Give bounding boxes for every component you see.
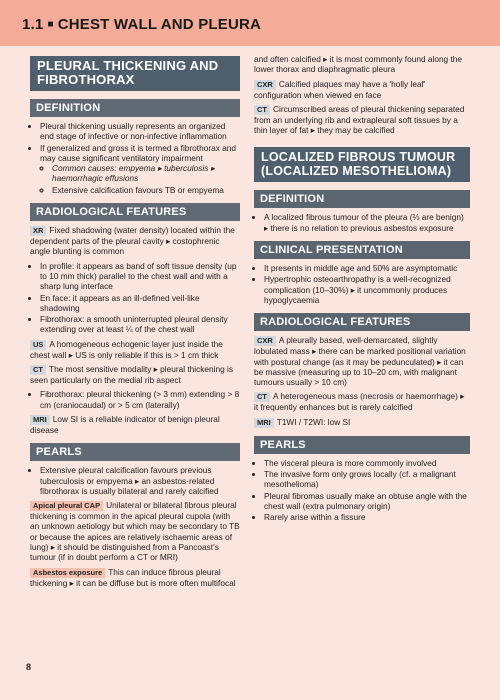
right-column xyxy=(254,54,470,524)
cxr-text: Calcified plaques may have a 'holly leaf' configuration when viewed en face xyxy=(254,78,426,100)
asbestos-tag: Asbestos exposure xyxy=(30,568,105,578)
xr-paragraph xyxy=(30,225,240,257)
left-column xyxy=(30,56,240,588)
asbestos-paragraph xyxy=(30,567,240,588)
apical-cap-text: Unilateral or bilateral fibrous pleural thickening is common in the apical pleural cupola (with an unknown aetiology but which may be secondary to TB or because the apices are relatively ischaemic areas of lung) ▸ it should be distinguished from a Pancoast's tumour (if in doubt perform a CT or MRI) xyxy=(30,500,240,563)
clinical-list xyxy=(254,263,470,305)
cxr-text: A pleurally based, well-demarcated, slightly lobulated mass ▸ there can be marked positional variation with postural change (as it may be pedunculated) ▸ it can be massive (measuring up to 10–20 cm, with malignant tumours usually > 10 cm) xyxy=(254,335,466,388)
square-bullet-icon: ■ xyxy=(47,19,54,30)
definition-heading: DEFINITION xyxy=(254,190,470,208)
page-number: 8 xyxy=(26,662,32,672)
sub-list-item: ◦ Common causes: empyema ▸ tuberculosis ▸ haemorrhagic effusions xyxy=(52,163,240,184)
ct-tag: CT xyxy=(254,392,270,402)
section-number: 1.1 xyxy=(22,16,44,33)
continued-paragraph: and often calcified ▸ it is most commonly found along the lower thorax and diaphragmatic pleura xyxy=(254,54,463,75)
mri-tag: MRI xyxy=(30,415,50,425)
definition-list xyxy=(30,121,240,195)
mri-tag: MRI xyxy=(254,418,274,428)
apical-cap-tag: Apical pleural CAP xyxy=(30,501,103,511)
topic-title: LOCALIZED FIBROUS TUMOUR (LOCALIZED MESOTHELIOMA) xyxy=(254,147,470,182)
cxr-paragraph xyxy=(254,335,470,387)
us-tag: US xyxy=(30,340,46,350)
ct-paragraph xyxy=(30,364,240,385)
clinical-presentation-heading: CLINICAL PRESENTATION xyxy=(254,241,470,259)
sub-list xyxy=(40,163,240,195)
list-item: • Pleural fibromas usually make an obtuse angle with the chest wall (extra pulmonary origin) xyxy=(264,491,470,512)
list-item: • Fibrothorax: a smooth uninterrupted pleural density extending over at least ¼ of the chest wall xyxy=(40,314,240,335)
radiological-features-heading: RADIOLOGICAL FEATURES xyxy=(254,313,470,331)
definition-heading: DEFINITION xyxy=(30,99,240,117)
list-item: • Hypertrophic osteoarthropathy is a well-recognized complication (10–30%) ▸ it uncommonly produces hypoglycaemia xyxy=(264,274,470,305)
ct-tag: CT xyxy=(30,365,46,375)
list-item: • The visceral pleura is more commonly involved xyxy=(264,458,470,468)
cxr-tag: CXR xyxy=(254,80,276,90)
cxr-tag: CXR xyxy=(254,336,276,346)
list-item: • Pleural thickening usually represents an organized end stage of infective or non-infective inflammation xyxy=(40,121,240,142)
ct-paragraph xyxy=(254,391,470,412)
ct-list xyxy=(30,389,240,410)
mri-text: Low SI is a reliable indicator of benign pleural disease xyxy=(30,413,220,435)
xr-list xyxy=(30,261,240,335)
list-item-text: If generalized and gross it is termed a fibrothorax and may cause significant ventilatory impairment xyxy=(40,142,237,163)
definition-list xyxy=(254,212,470,233)
mri-text: T1WI / T2WI: low SI xyxy=(276,416,351,427)
asbestos-text: This can induce fibrous pleural thickening ▸ it can be diffuse but is more often multifocal xyxy=(30,566,236,588)
xr-tag: XR xyxy=(30,226,46,236)
list-item: • Rarely arise within a fissure xyxy=(264,512,470,522)
list-item: • It presents in middle age and 50% are asymptomatic xyxy=(264,263,470,273)
list-item: • Fibrothorax: pleural thickening (> 3 mm) extending > 8 cm (craniocaudal) or > 5 cm (laterally) xyxy=(40,389,240,410)
list-item: • En face: it appears as an ill-defined veil-like shadowing xyxy=(40,293,240,314)
us-text: A homogeneous echogenic layer just inside the chest wall ▸ US is only reliable if this is > 1 cm thick xyxy=(30,338,223,360)
list-item xyxy=(40,143,240,195)
topic-title: PLEURAL THICKENING AND FIBROTHORAX xyxy=(30,56,240,91)
section-heading xyxy=(22,16,261,33)
xr-text: Fixed shadowing (water density) located within the dependent parts of the pleural cavity ▸ costophrenic angle blunting is common xyxy=(30,225,235,257)
apical-cap-paragraph xyxy=(30,500,240,562)
sub-list-item: ◦ Extensive calcification favours TB or empyema xyxy=(52,185,240,195)
pearls-heading: PEARLS xyxy=(30,443,240,461)
pearls-list xyxy=(254,458,470,523)
ct-text: The most sensitive modality ▸ pleural thickening is seen particularly on the medial rib aspect xyxy=(30,364,234,386)
ct-tag: CT xyxy=(254,105,270,115)
ct-paragraph xyxy=(254,104,470,136)
pearls-list xyxy=(30,465,240,496)
us-paragraph xyxy=(30,339,240,360)
list-item: • In profile: it appears as band of soft tissue density (up to 10 mm thick) parallel to the chest wall and with a sharp lung interface xyxy=(40,261,240,292)
list-item: • The invasive form only grows locally (cf. a malignant mesothelioma) xyxy=(264,469,470,490)
section-header-bar xyxy=(0,0,500,46)
section-title: CHEST WALL AND PLEURA xyxy=(57,16,262,33)
mri-paragraph xyxy=(254,417,470,428)
cxr-paragraph xyxy=(254,79,470,100)
ct-text: Circumscribed areas of pleural thickening separated from an underlying rib and extrapleural soft tissues by a thin layer of fat ▸ they may be calcified xyxy=(254,103,465,136)
pearls-heading: PEARLS xyxy=(254,436,470,454)
mri-paragraph xyxy=(30,414,240,435)
ct-text: A heterogeneous mass (necrosis or haemorrhage) ▸ it frequently enhances but is rarely calcified xyxy=(254,391,465,413)
radiological-features-heading: RADIOLOGICAL FEATURES xyxy=(30,203,240,221)
list-item: • A localized fibrous tumour of the pleura (⅔ are benign) ▸ there is no relation to previous asbestos exposure xyxy=(264,212,470,233)
list-item: • Extensive pleural calcification favours previous tuberculosis or empyema ▸ an asbestos-related fibrothorax is usually bilateral and rarely calcified xyxy=(40,465,240,496)
